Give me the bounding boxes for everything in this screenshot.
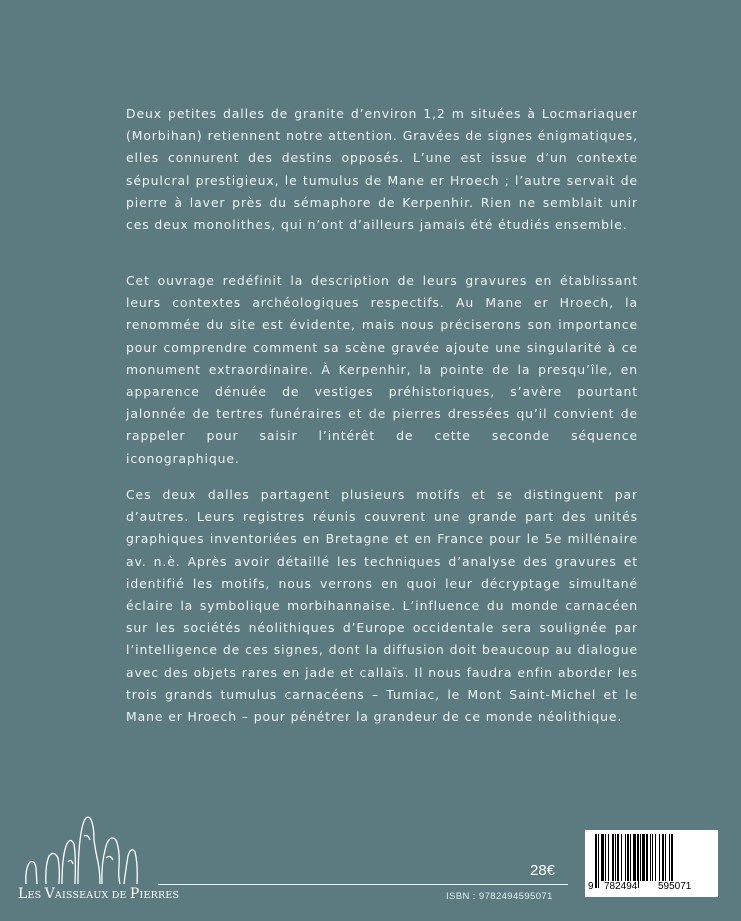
footer-divider	[158, 884, 568, 885]
barcode-group-left: 782494	[604, 881, 638, 892]
barcode-bar	[625, 834, 626, 881]
back-cover-paragraph-3: Ces deux dalles partagent plusieurs motifs et se distinguent par d’autres. Leurs registres réunis couvrent une grande part des unités graphiques inventoriées en Bretagne et en France pour le 5e millénaire av. n.è. Après avoir détaillé les techniques d’analyse des gravures et identifié les motifs, nous verrons en quoi leur décryptage simultané éclaire la symbolique morbihannaise. L’influence du monde carnacéen sur les sociétés néolithiques d’Europe occidentale sera soulignée par l’intelligence de ces signes, dont la diffusion doit beaucoup au dialogue avec des objets rares en jade et callaïs. Il nous faudra enfin aborder les trois grands tumulus carnacéens – Tumiac, le Mont Saint-Michel et le Mane er Hroech – pour pénétrer la grandeur de ce monde néolithique.	[126, 487, 638, 725]
barcode-bar	[642, 834, 645, 881]
barcode-bar	[665, 834, 666, 881]
barcode-bar	[598, 834, 599, 888]
isbn-label: ISBN : 9782494595071	[446, 891, 553, 902]
barcode-bar	[671, 834, 673, 888]
price: 28€	[530, 862, 556, 879]
barcode-bar	[605, 834, 606, 881]
barcode-bar	[627, 834, 629, 881]
barcode-bar	[652, 834, 653, 881]
barcode-bar	[615, 834, 616, 881]
barcode-digit-first: 9	[588, 881, 594, 892]
barcode-bar	[630, 834, 631, 881]
back-cover-paragraph-1: Deux petites dalles de granite d’environ 1,2 m situées à Locmariaquer (Morbihan) retiennent notre attention. Gravées de signes énigmatiques, elles connurent des destins opposés. L’une est issue d’un contexte sépulcral prestigieux, le tumulus de Mane er Hroech ; l’autre servait de pierre à laver près du sémaphore de Kerpenhir. Rien ne semblait unir ces deux monolithes, qui n’ont d’ailleurs jamais été étudiés ensemble.	[126, 106, 638, 233]
barcode-bar	[612, 834, 614, 881]
barcode-bar	[640, 834, 641, 881]
barcode-bar	[637, 834, 639, 888]
barcode-bar	[646, 834, 648, 881]
barcode-bar	[662, 834, 664, 881]
barcode-bar	[617, 834, 619, 881]
barcode-bar	[595, 834, 597, 888]
barcode-bar	[659, 834, 660, 881]
barcode-bar	[608, 834, 609, 881]
barcode-bar	[633, 834, 636, 888]
barcode-bar	[650, 834, 651, 881]
publisher-logo	[18, 806, 180, 906]
barcode-bar	[669, 834, 670, 881]
standing-stones-icon	[18, 806, 158, 886]
publisher-name: LES VAISSEAUX DE PIERRES	[18, 886, 180, 902]
barcode-bar	[655, 834, 656, 881]
barcode-bar	[601, 834, 604, 881]
back-cover-paragraph-2: Cet ouvrage redéfinit la description de leurs gravures en établissant leurs contextes archéologiques respectifs. Au Mane er Hroech, la renommée du site est évidente, mais nous préciserons son importance pour comprendre comment sa scène gravée ajoute une singularité à ce monument extraordinaire. À Kerpenhir, la pointe de la presqu’île, en apparence dénuée de vestiges préhistoriques, s’avère pourtant jalonnée de tertres funéraires et de pierres dressées qu’il convient de rappeler pour saisir l’intérêt de cette seconde séquence iconographique.	[126, 273, 638, 466]
barcode-group-right: 595071	[658, 881, 692, 892]
barcode-bar	[621, 834, 622, 881]
isbn-barcode	[585, 830, 718, 897]
